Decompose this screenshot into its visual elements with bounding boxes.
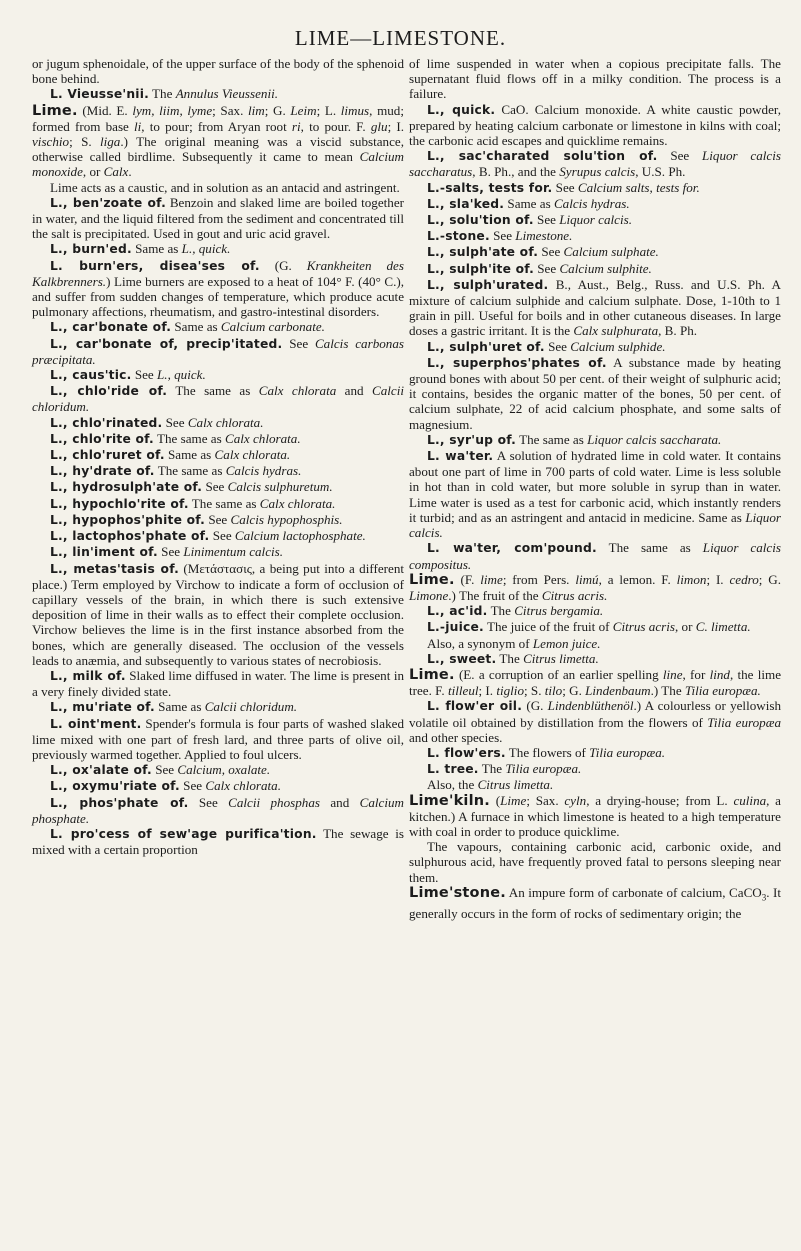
dictionary-entry xyxy=(32,826,404,857)
entry-definition: Same as Calcium carbonate. xyxy=(174,319,325,335)
dictionary-entry xyxy=(409,180,781,196)
entry-definition: See Calcium lactophosphate. xyxy=(212,528,366,544)
dictionary-entry xyxy=(409,228,781,244)
dictionary-entry xyxy=(32,528,404,544)
dictionary-entry xyxy=(409,619,781,635)
entry-definition: (G. Krankheiten des Kalkbrenners.) Lime burners are exposed to a heat of 104° F. (40° C.), and suffer from sudden changes of temperature, which produce acute pulmonary affections, rheumatism, and gastro-intestinal disorders. xyxy=(32,257,404,320)
entry-headword: L. pro'cess of sew'age purifica'tion. xyxy=(50,826,317,841)
dictionary-entry xyxy=(32,431,404,447)
dictionary-entry xyxy=(32,103,404,180)
dictionary-entry xyxy=(409,651,781,667)
entry-definition: A solution of hydrated lime in cold water. It contains about one part of lime in 700 parts of cold water. Lime is less soluble in hot than in cold water, but more soluble in syrup than in water. Lime water is used as a test for carbonic acid, which instantly renders it turbid; and as an astringent and antacid in medicine. Same as Liquor calcis. xyxy=(409,448,781,541)
entry-headword: L., ben'zoate of. xyxy=(50,195,166,210)
dictionary-entry xyxy=(32,319,404,335)
entry-definition: of lime suspended in water when a copious precipitate falls. The supernatant fluid flows off in a milky condition. The process is a failure. xyxy=(409,56,781,102)
entry-definition: (F. lime; from Pers. limú, a lemon. F. limon; I. cedro; G. Limone.) The fruit of the Citrus acris. xyxy=(409,571,782,603)
dictionary-entry xyxy=(409,448,781,540)
entry-definition: (E. a corruption of an earlier spelling line, for lind, the lime tree. F. tilleul; I. tiglio; S. tilo; G. Lindenbaum.) The Tilia europæa. xyxy=(409,666,782,699)
entry-headword: L., car'bonate of, precip'itated. xyxy=(50,336,283,351)
entry-headword: L., milk of. xyxy=(50,668,126,683)
entry-definition: The Tilia europæa. xyxy=(481,761,582,777)
dictionary-entry xyxy=(409,667,781,698)
entry-definition: The sewage is mixed with a certain proportion xyxy=(32,825,404,858)
entry-headword: L.-stone. xyxy=(427,229,490,244)
entry-definition: The vapours, containing carbonic acid, carbonic oxide, and sulphurous acid, have frequently proved fatal to persons sleeping near them. xyxy=(409,839,781,885)
entry-headword: L., car'bonate of. xyxy=(50,320,172,335)
entry-headword: L., hydrosulph'ate of. xyxy=(50,480,203,495)
entry-headword: L., solu'tion of. xyxy=(427,213,534,228)
entry-definition: See Calcium sulphide. xyxy=(548,338,666,354)
entry-definition: or jugum sphenoidale, of the upper surface of the body of the sphenoid bone behind. xyxy=(32,56,404,87)
entry-definition: The Annulus Vieussenii. xyxy=(152,86,279,102)
dictionary-entry xyxy=(409,603,781,619)
dictionary-entry xyxy=(32,668,404,699)
entry-headword: L., sweet. xyxy=(427,651,497,666)
entry-headword: L., hy'drate of. xyxy=(50,464,155,479)
entry-definition: The Citrus limetta. xyxy=(499,650,599,666)
dictionary-entry xyxy=(409,355,781,432)
entry-definition: (G. Lindenblüthenöl.) A colourless or yellowish volatile oil obtained by distillation from the flowers of Tilia europæa and other species. xyxy=(409,698,781,745)
dictionary-entry xyxy=(32,496,404,512)
dictionary-entry xyxy=(32,778,404,794)
dictionary-entry xyxy=(32,795,404,826)
entry-text xyxy=(32,180,404,195)
entry-headword: L., quick. xyxy=(427,102,496,117)
dictionary-entry xyxy=(409,793,781,840)
entry-definition: The juice of the fruit of Citrus acris, or C. limetta. xyxy=(486,619,751,635)
entry-text xyxy=(409,839,781,885)
dictionary-entry xyxy=(32,447,404,463)
dictionary-entry xyxy=(32,561,404,668)
entry-headword: L., mu'riate of. xyxy=(50,700,155,715)
entry-definition: Slaked lime diffused in water. The lime is present in a very finely divided state. xyxy=(32,667,405,700)
dictionary-entry xyxy=(409,339,781,355)
dictionary-entry xyxy=(409,148,781,179)
entry-headword: L., lin'iment of. xyxy=(50,545,158,560)
entry-headword: L., oxymu'riate of. xyxy=(50,779,180,794)
dictionary-entry xyxy=(32,86,404,102)
entry-definition: The same as Liquor calcis saccharata. xyxy=(519,431,722,447)
entry-definition: The flowers of Tilia europæa. xyxy=(508,744,666,760)
entry-text xyxy=(409,636,781,651)
dictionary-entry xyxy=(32,367,404,383)
entry-definition: Also, the Citrus limetta. xyxy=(427,777,554,793)
dictionary-entry xyxy=(409,698,781,745)
entry-definition: Benzoin and slaked lime are boiled together in water, and the liquid filtered from the sediment and concentrated till the salt is precipitated. Used in gout and uric acid gravel. xyxy=(32,194,404,242)
dictionary-entry xyxy=(32,415,404,431)
entry-definition: (Μετάστασις, a being put into a different place.) Term employed by Virchow to indicate a form of occlusion of capillary vessels of the brain, in which there is such extensive deposition of lime in their walls as to effect their complete occlusion. Virchow believes the lime is in the first instance absorbed from the bones, which are generally diseased. The occlusion of the vessels leads to anæmia, and subsequently to various states of necrobiosis. xyxy=(32,560,405,668)
dictionary-entry xyxy=(409,102,781,149)
entry-headword: Lime. xyxy=(32,102,78,119)
dictionary-entry xyxy=(409,540,781,571)
entry-definition: Lime acts as a caustic, and in solution as an antacid and astringent. xyxy=(50,179,400,195)
entry-definition: See Calx chlorata. xyxy=(183,778,281,794)
entry-text xyxy=(32,56,404,86)
entry-headword: L., phos'phate of. xyxy=(50,795,189,810)
entry-text xyxy=(409,56,781,102)
entry-definition: A substance made by heating ground bones with about 50 per cent. of their weight of sulphuric acid; it contains, besides the organic matter of the bones, 50 per cent. of calcium sulphate, 22 of acid calcium phosphate, and some salts of magnesium. xyxy=(409,354,781,432)
entry-definition: See Liquor calcis. xyxy=(537,212,632,228)
dictionary-entry xyxy=(409,244,781,260)
entry-headword: L., sulph'ite of. xyxy=(427,261,534,276)
entry-headword: L., caus'tic. xyxy=(50,368,132,383)
entry-headword: L., hypochlo'rite of. xyxy=(50,496,189,511)
entry-definition: The same as Calx chlorata. xyxy=(191,495,336,511)
entry-headword: Lime. xyxy=(409,666,455,683)
entry-definition: Same as Calcii chloridum. xyxy=(158,699,298,715)
dictionary-entry xyxy=(409,261,781,277)
entry-definition: An impure form of carbonate of calcium, CaCO$_3$. It generally occurs in the form of rocks of sedimentary origin; the xyxy=(409,884,782,921)
entry-headword: L., lactophos'phate of. xyxy=(50,529,210,544)
entry-headword: L., burn'ed. xyxy=(50,242,132,257)
entry-definition: (Lime; Sax. cyln, a drying-house; from L. culina, a kitchen.) A furnace in which limestone is heated to a high temperature with coal in order to produce quicklime. xyxy=(409,792,781,839)
entry-headword: L., chlo'rite of. xyxy=(50,431,154,446)
entry-headword: L., ox'alate of. xyxy=(50,763,152,778)
entry-headword: L. wa'ter, com'pound. xyxy=(427,541,597,556)
entry-headword: L., chlo'rinated. xyxy=(50,415,163,430)
dictionary-entry xyxy=(409,277,781,339)
entry-headword: Lime. xyxy=(409,571,455,588)
entry-headword: L. Vieusse'nii. xyxy=(50,87,149,102)
entry-headword: L.-salts, tests for. xyxy=(427,180,553,195)
entry-definition: See Calx chlorata. xyxy=(165,414,264,430)
entry-headword: L., ac'id. xyxy=(427,604,488,619)
entry-definition: See Calcis carbonas præcipitata. xyxy=(32,335,404,367)
entry-definition: See Calcium sulphate. xyxy=(541,244,659,260)
entry-headword: Lime'stone. xyxy=(409,884,506,901)
dictionary-entry xyxy=(32,699,404,715)
entry-definition: The same as Calx chlorata and Calcii chloridum. xyxy=(32,383,404,415)
entry-headword: L., hypophos'phite of. xyxy=(50,512,206,527)
entry-definition: See Calcii phosphas and Calcium phosphate. xyxy=(32,794,404,826)
dictionary-entry xyxy=(32,241,404,257)
dictionary-entry xyxy=(32,195,404,242)
entry-definition: See Calcis sulphuretum. xyxy=(205,479,333,495)
entry-definition: B., Aust., Belg., Russ. and U.S. Ph. A mixture of calcium sulphide and calcium sulphate. Dose, 1-10th to 1 grain in pill. Useful for boils and in other cutaneous diseases. In large doses a gastric irritant. It is the Calx sulphurata, B. Ph. xyxy=(409,276,781,339)
dictionary-entry xyxy=(32,479,404,495)
entry-headword: L., sac'charated solu'tion of. xyxy=(427,149,658,164)
entry-definition: See Liquor calcis saccharatus, B. Ph., and the Syrupus calcis, U.S. Ph. xyxy=(409,148,781,180)
dictionary-entry xyxy=(32,258,404,320)
entry-definition: See Linimentum calcis. xyxy=(161,544,284,560)
right-column xyxy=(409,56,781,921)
entry-headword: L., sulph'urated. xyxy=(427,277,549,292)
entry-definition: See Calcis hypophosphis. xyxy=(208,511,343,527)
entry-definition: See Calcium salts, tests for. xyxy=(555,179,700,195)
dictionary-entry xyxy=(32,762,404,778)
entry-headword: L. wa'ter. xyxy=(427,449,494,464)
entry-definition: Same as Calcis hydras. xyxy=(507,195,630,211)
entry-headword: L. flow'ers. xyxy=(427,745,506,760)
entry-text xyxy=(409,777,781,792)
entry-definition: The same as Liquor calcis compositus. xyxy=(409,540,781,572)
dictionary-entry xyxy=(409,572,781,603)
dictionary-entry xyxy=(409,432,781,448)
entry-definition: See L., quick. xyxy=(134,367,206,383)
dictionary-entry xyxy=(409,761,781,777)
entry-headword: L., sla'ked. xyxy=(427,196,505,211)
entry-definition: See Limestone. xyxy=(493,228,573,244)
dictionary-entry xyxy=(32,716,404,763)
entry-definition: CaO. Calcium monoxide. A white caustic powder, prepared by heating calcium carbonate or limestone in kilns with coal; the carbonic acid escapes and quicklime remains. xyxy=(409,101,781,149)
dictionary-entry xyxy=(32,336,404,367)
entry-definition: See Calcium sulphite. xyxy=(537,260,652,276)
dictionary-entry xyxy=(409,745,781,761)
dictionary-entry xyxy=(409,212,781,228)
dictionary-entry xyxy=(32,544,404,560)
page-header: LIME—LIMESTONE. xyxy=(294,26,507,50)
entry-headword: L., sulph'uret of. xyxy=(427,339,545,354)
entry-headword: L., sulph'ate of. xyxy=(427,245,539,260)
dictionary-entry xyxy=(32,463,404,479)
entry-definition: Same as L., quick. xyxy=(135,241,231,257)
entry-headword: L. flow'er oil. xyxy=(427,699,523,714)
entry-headword: L., syr'up of. xyxy=(427,432,517,447)
entry-headword: L. burn'ers, disea'ses of. xyxy=(50,258,260,273)
entry-definition: The Citrus bergamia. xyxy=(490,603,604,619)
dictionary-entry xyxy=(409,885,781,921)
entry-headword: Lime'kiln. xyxy=(409,792,491,809)
entry-headword: L., chlo'ruret of. xyxy=(50,448,165,463)
entry-definition: Spender's formula is four parts of washed slaked lime mixed with one part of fresh lard, and three parts of olive oil, previously warmed together. Applied to foul ulcers. xyxy=(32,715,404,762)
entry-headword: L., chlo'ride of. xyxy=(50,384,168,399)
entry-definition: (Mid. E. lym, liim, lyme; Sax. lim; G. Leim; L. limus, mud; formed from base li, to pour; from Aryan root ri, to pour. F. glu; I. vischio; S. liga.) The original meaning was a viscid substance, otherwise called birdlime. Subsequently it came to mean Calcium monoxide, or Calx. xyxy=(32,102,404,180)
dictionary-entry xyxy=(32,512,404,528)
entry-definition: See Calcium, oxalate. xyxy=(155,762,271,778)
entry-headword: L. oint'ment. xyxy=(50,716,142,731)
entry-definition: The same as Calcis hydras. xyxy=(157,463,302,479)
dictionary-entry xyxy=(32,383,404,414)
entry-headword: L., superphos'phates of. xyxy=(427,355,607,370)
dictionary-entry xyxy=(409,196,781,212)
entry-definition: Same as Calx chlorata. xyxy=(168,447,291,463)
entry-headword: L.-juice. xyxy=(427,620,484,635)
entry-definition: Also, a synonym of Lemon juice. xyxy=(427,635,601,651)
entry-headword: L., metas'tasis of. xyxy=(50,561,179,576)
entry-headword: L. tree. xyxy=(427,762,479,777)
left-column xyxy=(32,56,404,857)
entry-definition: The same as Calx chlorata. xyxy=(156,430,301,446)
